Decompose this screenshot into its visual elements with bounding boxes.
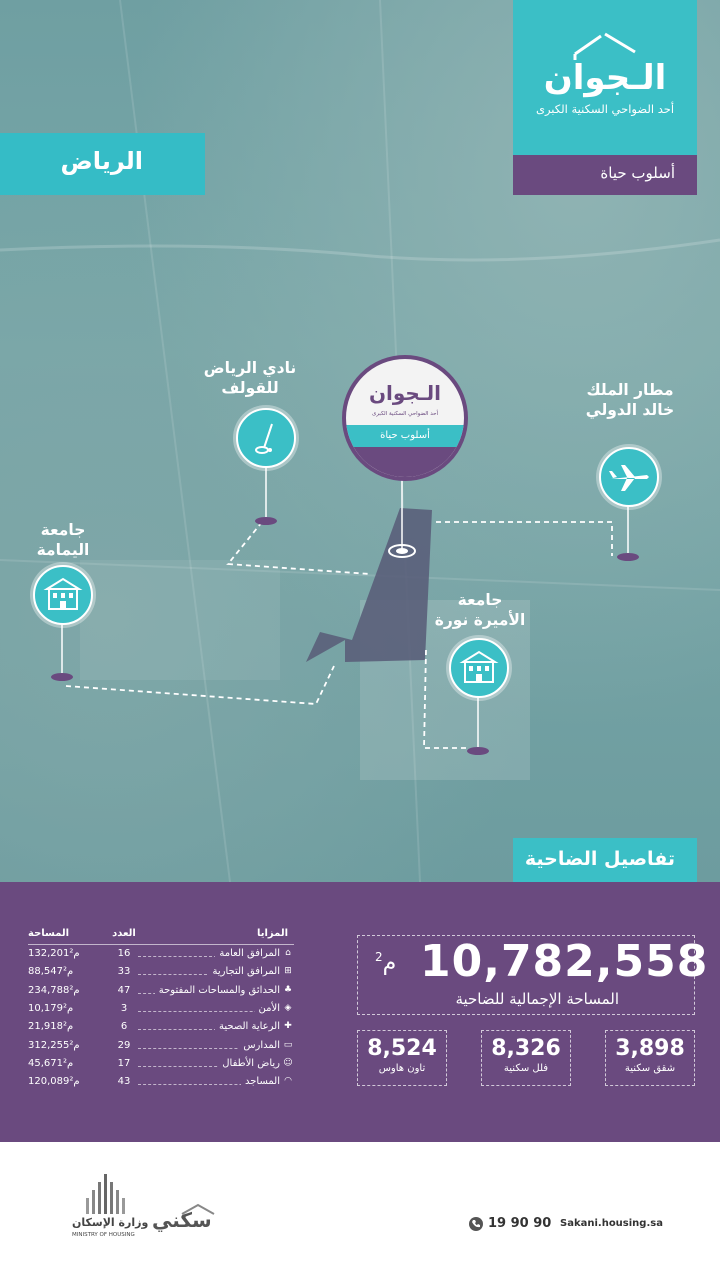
noura-pin <box>449 638 509 698</box>
ministry-name-ar: وزارة الإسكان <box>72 1216 149 1229</box>
kindergarten-icon: ☺ <box>283 1057 293 1068</box>
amenity-count: 3 <box>120 1002 128 1014</box>
amenity-area: 132,201م² <box>28 948 80 959</box>
amenity-name: الرعاية الصحية <box>215 1021 280 1032</box>
sakani-logo: سكني <box>152 1208 212 1232</box>
amenity-row <box>28 1021 294 1039</box>
footer <box>0 1142 720 1280</box>
yamamah-pin <box>33 565 93 625</box>
website-link[interactable]: Sakani.housing.sa <box>560 1218 663 1229</box>
amenity-row <box>28 1003 294 1021</box>
amenity-area: 234,788م² <box>28 984 80 996</box>
airplane-icon <box>601 449 657 505</box>
amenity-area: 45,671م² <box>28 1057 74 1069</box>
center-pin-base <box>346 447 464 477</box>
route-airport <box>436 522 612 556</box>
route-golf <box>228 522 370 574</box>
ministry-name-en: MINISTRY OF HOUSING <box>72 1232 135 1238</box>
amenity-name: المساجد <box>241 1076 280 1087</box>
center-pin-name: الـجوان <box>368 381 442 405</box>
details-tab: تفاصيل الضاحية <box>513 838 697 882</box>
golf-pin <box>236 408 296 468</box>
stat-villas: 8,326 فلل سكنية <box>481 1030 571 1086</box>
amenity-count: 47 <box>117 984 131 996</box>
total-area-unit: م$^2$ <box>375 950 397 976</box>
stat-townhouses: 8,524 تاون هاوس <box>357 1030 447 1086</box>
amenity-row <box>28 948 294 966</box>
noura-label: جامعة الأميرة نورة <box>434 591 526 629</box>
header-area: المساحة <box>28 928 70 939</box>
amenity-count: 17 <box>117 1057 131 1069</box>
total-area-label: المساحة الإجمالية للضاحية <box>455 990 619 1008</box>
airport-pin <box>599 447 659 507</box>
amenity-row <box>28 1040 294 1058</box>
amenity-name: رياض الأطفال <box>218 1058 280 1069</box>
amenity-name: الحدائق والمساحات المفتوحة <box>155 985 280 996</box>
brand-name: الـجوان <box>543 58 667 98</box>
stat-apartments: 3,898 شقق سكنية <box>605 1030 695 1086</box>
details-panel <box>0 882 720 1142</box>
center-pin-subtitle: أحد الضواحي السكنية الكبرى <box>371 411 439 417</box>
yamamah-label: جامعة اليمامة <box>36 521 90 559</box>
amenity-name: الأمن <box>255 1003 280 1014</box>
golf-icon <box>238 410 294 466</box>
amenity-name: المرافق العامة <box>215 948 280 959</box>
total-area-value: 10,782,558 <box>420 936 709 987</box>
header-count: العدد <box>112 928 136 939</box>
amenity-area: 21,918م² <box>28 1021 74 1033</box>
amenity-count: 43 <box>117 1076 131 1088</box>
amenity-area: 10,179م² <box>28 1002 74 1014</box>
brand-slogan: أسلوب حياة <box>513 155 697 195</box>
public-facilities-icon: ⌂ <box>285 948 291 958</box>
amenity-row <box>28 985 294 1003</box>
airport-label: مطار الملك خالد الدولي <box>585 381 675 419</box>
project-center-pin <box>342 355 468 481</box>
brand-logo <box>513 0 697 155</box>
phone-number[interactable]: 19 90 90 <box>488 1216 552 1231</box>
header-name: المزايا <box>253 928 288 939</box>
amenity-name: المرافق التجارية <box>208 966 280 977</box>
commercial-icon: ⊞ <box>284 966 292 977</box>
university-icon <box>451 640 507 696</box>
amenities-header <box>28 928 294 945</box>
project-site-polygon <box>306 508 432 662</box>
ministry-logo-icon <box>84 1172 128 1216</box>
amenity-area: 88,547م² <box>28 966 74 978</box>
security-icon: ◈ <box>284 1002 292 1013</box>
amenity-count: 16 <box>117 948 131 959</box>
amenity-count: 33 <box>117 966 131 978</box>
school-icon: ▭ <box>283 1039 293 1050</box>
amenity-row <box>28 966 294 984</box>
amenity-area: 120,089م² <box>28 1076 80 1088</box>
brand-subtitle: أحد الضواحي السكنية الكبرى <box>535 102 675 116</box>
amenity-row <box>28 1076 294 1094</box>
university-icon <box>35 567 91 623</box>
amenity-count: 6 <box>120 1021 128 1033</box>
center-pin-slogan: أسلوب حياة <box>346 425 464 447</box>
amenity-count: 29 <box>117 1039 131 1051</box>
amenity-area: 312,255م² <box>28 1039 80 1051</box>
mosque-icon: ◠ <box>284 1076 292 1087</box>
amenity-row <box>28 1058 294 1076</box>
health-icon: ✚ <box>284 1021 292 1032</box>
city-label: الرياض <box>0 133 205 195</box>
phone-icon <box>468 1216 484 1232</box>
park-icon: ♣ <box>283 984 293 995</box>
amenity-name: المدارس <box>239 1040 280 1051</box>
golf-label: نادي الرياض للقولف <box>203 359 297 397</box>
